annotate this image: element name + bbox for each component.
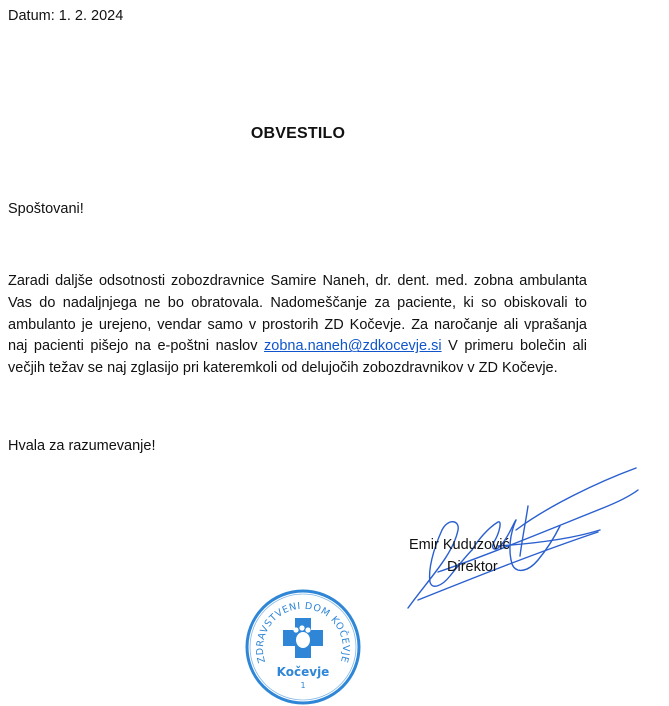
body-line: Vas do nadaljnjega ne bo obratovala. Nadomeščanje za paciente, ki so obiskovali to (8, 294, 587, 311)
stamp-seal (244, 588, 362, 706)
date-line: Datum: 1. 2. 2024 (8, 8, 124, 24)
greeting: Spoštovani! (8, 201, 84, 217)
stamp-number: 1 (300, 681, 306, 690)
stamp-cross-icon (283, 618, 323, 658)
body-line: večjih težav se naj zglasijo pri kateremkoli od delujočih zobozdravnikov v ZD Kočevje. (8, 360, 558, 377)
email-link[interactable]: zobna.naneh@zdkocevje.si (264, 338, 442, 355)
body-text: naj pacienti pišejo na e-poštni naslov (8, 338, 265, 355)
stamp-arc-text: ZDRAVSTVENI DOM KOČEVJE (254, 600, 352, 665)
notice-body (8, 271, 587, 380)
body-line: ambulanto je urejeno, vendar samo v prostorih ZD Kočevje. Za naročanje ali vprašanja (8, 316, 587, 333)
notice-title: OBVESTILO (250, 125, 346, 142)
body-text: V primeru bolečin ali (441, 338, 587, 355)
signer-role: Direktor (447, 559, 498, 575)
body-line: Zaradi daljše odsotnosti zobozdravnice Samire Naneh, dr. dent. med. zobna ambulanta (8, 273, 587, 289)
body-line-with-email (8, 336, 587, 358)
stamp-city: Kočevje (276, 665, 330, 679)
closing-thanks: Hvala za razumevanje! (8, 438, 156, 454)
signer-name: Emir Kuduzović (409, 537, 510, 553)
